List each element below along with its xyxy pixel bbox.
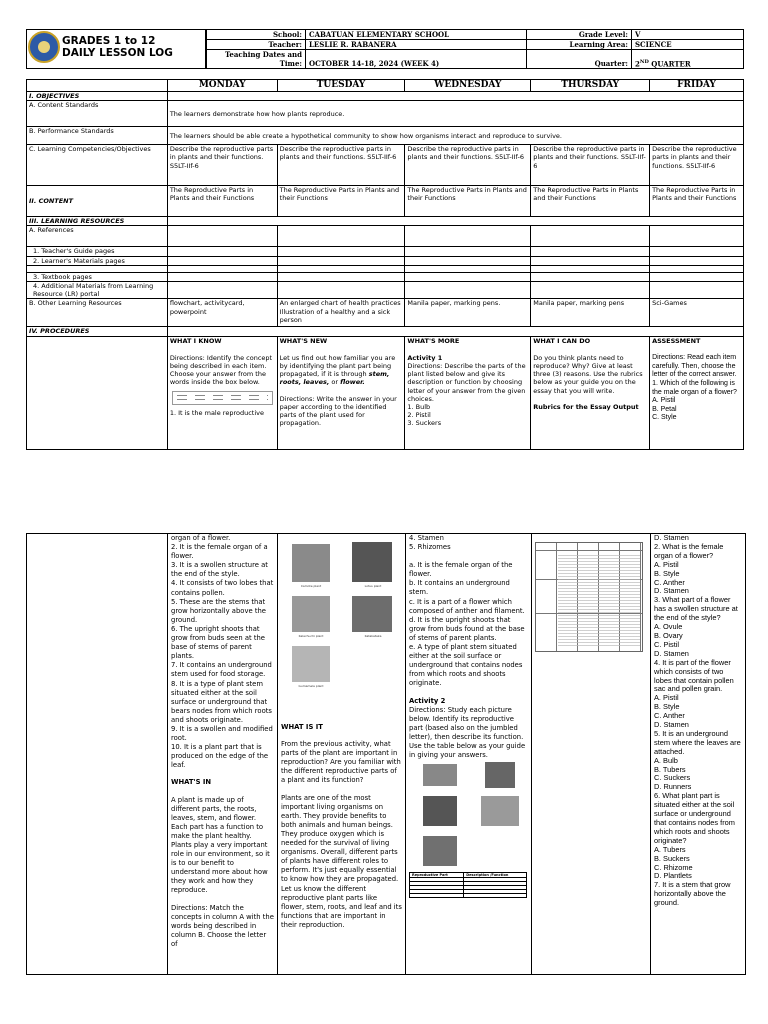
content-monday: The Reproductive Parts in Plants and their Functions <box>167 186 277 217</box>
procedure-wednesday <box>405 336 531 449</box>
procedure-thursday <box>531 336 650 449</box>
activity-1-item: 5. Rhizomes <box>409 543 451 552</box>
content-friday: The Reproductive Parts in Plants and their Functions <box>650 186 744 217</box>
day-thursday: THURSDAY <box>531 80 650 92</box>
whats-new-text: Let us find out how familiar you are by identifying the plant part being propagated, if it is through stem, roots, leaves, or flower. <box>279 353 396 387</box>
page2-label-column <box>27 534 168 974</box>
assessment-line: C. Pistil <box>654 639 680 649</box>
quarter-value: 2ND QUARTER <box>632 50 744 69</box>
assessment-line: A. Pistil <box>654 559 679 569</box>
procedure-tuesday <box>277 336 405 449</box>
assessment-line: B. Suckers <box>654 853 690 863</box>
assessment-line: B. Ovary <box>654 630 683 640</box>
activity-2-picture-1 <box>423 764 457 786</box>
assessment-line: A. Ovule <box>654 622 683 632</box>
header-info-table <box>206 29 744 69</box>
content-label: II. CONTENT <box>27 186 168 217</box>
activity-1-item: 1. Bulb <box>407 403 431 412</box>
assessment-line: B. Style <box>654 702 680 712</box>
assessment-line: 6. What plant part is situated either at the soil surface or underground that contains nodes from which roots and shoots originate? <box>654 791 735 845</box>
what-i-can-do-text: Do you think plants need to reproduce? Why? Give at least three (3) reasons. Use the rubrics below as your guide you on the essay that you will write. <box>533 353 643 395</box>
teacher-label: Teacher: <box>207 40 306 50</box>
page2-wednesday <box>406 534 532 974</box>
assessment-line: D. Stamen <box>654 534 689 542</box>
assessment-line: D. Stamen <box>654 586 689 596</box>
whats-new-directions: Directions: Write the answer in your paper according to the identified parts of the plant used for propagation. <box>279 394 397 428</box>
activity-1-item: 2. Pistil <box>407 411 431 420</box>
gumamela-plant-image <box>292 646 330 682</box>
competency-wednesday: Describe the reproductive parts in plants and their functions. S5LT-IIf-6 <box>405 145 531 186</box>
resources-label: III. LEARNING RESOURCES <box>27 217 168 226</box>
competencies-label: C. Learning Competencies/Objectives <box>27 145 168 186</box>
page2-tuesday <box>278 534 406 974</box>
content-standards-value: The learners demonstrate how how plants reproduce. <box>167 101 743 127</box>
grade-label: Grade Level: <box>527 30 632 40</box>
learners-materials-label: 2. Learner's Materials pages <box>27 256 168 265</box>
what-is-it-text-1: From the previous activity, what parts of the plant are important in reproduction? Are you familiar with the different reproductive parts of a plant and its function? <box>281 740 401 785</box>
what-i-know-heading: WHAT I KNOW <box>169 336 222 345</box>
additional-materials-label: 4. Additional Materials from Learning Resource (LR) portal <box>27 282 168 299</box>
competency-thursday: Describe the reproductive parts in plants and their functions. S5LT-IIf-6 <box>531 145 650 186</box>
table-header: Reproductive Part <box>410 873 464 878</box>
table-header: Description /Function <box>464 873 527 878</box>
assessment-heading: ASSESSMENT <box>652 336 701 345</box>
corner-cell <box>27 80 168 92</box>
assessment-line: 5. It is an underground stem where the leaves are attached. <box>654 728 741 756</box>
content-standards-label: A. Content Standards <box>27 101 168 127</box>
what-is-it-text-2: Plants are one of the most important living organisms on earth. They provide benefits to both animals and human beings. They produce oxygen which is needed for the survival of living organisms. Overall, different parts of plants have different roles to perform. It's just equally essential to know how they are propagated. Let us know the different reproductive plant parts like flower, stem, roots, and leaf and its functions that are important in their reproduction. <box>281 793 402 929</box>
page2-friday <box>651 534 745 974</box>
content-tuesday: The Reproductive Parts in Plants and their Functions <box>277 186 405 217</box>
what-i-know-item: 9. It is a swollen and modified root. <box>171 724 273 743</box>
what-i-can-do-heading: WHAT I CAN DO <box>533 336 591 345</box>
performance-standards-label: B. Performance Standards <box>27 127 168 145</box>
activity-1-item: 4. Stamen <box>409 534 444 542</box>
whats-in-text: A plant is made up of different parts, the roots, leaves, stem, and flower. Each part has a function to make the plant healthy. Plants play a very important role in our environment, so it is to our benefit to understand more about how they work and how they reproduce. <box>171 795 270 895</box>
assessment-option: C. Style <box>652 414 677 422</box>
what-i-know-directions: Directions: Identify the concept being described in each item. Choose your answer from the words inside the box below. <box>169 353 273 387</box>
other-resources-label: B. Other Learning Resources <box>27 299 168 327</box>
activity-2-answer-table <box>409 872 527 898</box>
day-wednesday: WEDNESDAY <box>405 80 531 92</box>
word-box <box>172 391 273 405</box>
other-tuesday: An enlarged chart of health practices Illustration of a healthy and a sick person <box>277 299 405 327</box>
assessment-line: D. Plantlets <box>654 871 692 881</box>
dates-label-1: Teaching Dates and <box>224 50 302 59</box>
assessment-line: B. Tubers <box>654 764 686 774</box>
caption-lotus: Lotus plant <box>364 584 382 588</box>
textbook-label: 3. Textbook pages <box>27 272 168 281</box>
caption-gumamela: Gumamela plant <box>298 684 324 688</box>
page-2-table <box>26 533 746 975</box>
assessment-directions: Directions: Read each item carefully. Then, choose the letter of the correct answer. <box>652 354 737 379</box>
assessment-items <box>654 534 742 908</box>
assessment-line: D. Runners <box>654 782 692 792</box>
assessment-line: 4. It is part of the flower which consists of two lobes that contain pollen sac and pollen grain. <box>654 657 734 694</box>
what-i-know-item: 5. These are the stems that grow horizontally above the ground. <box>171 597 266 624</box>
assessment-line: 7. It is a stem that grow horizontally above the ground. <box>654 880 731 908</box>
assessment-q1: 1. Which of the following is the male organ of a flower? <box>652 380 737 396</box>
what-i-know-item: organ of a flower. <box>171 534 231 542</box>
quarter-label: Quarter: <box>527 50 632 69</box>
what-i-know-item: 4. It consists of two lobes that contains pollen. <box>171 579 274 597</box>
whats-more-heading: WHAT'S MORE <box>407 336 460 345</box>
activity-1-choices <box>409 561 528 688</box>
activity-2-picture-5 <box>423 836 457 866</box>
objectives-label: I. OBJECTIVES <box>27 92 168 101</box>
activity-1-choice: b. It contains an underground stem. <box>409 579 510 597</box>
area-label: Learning Area: <box>527 40 632 50</box>
assessment-line: C. Anther <box>654 577 685 587</box>
competency-monday: Describe the reproductive parts in plants and their functions. S5LT-IIf-6 <box>167 145 277 186</box>
other-friday: Sci-Games <box>650 299 744 327</box>
what-i-know-items <box>171 534 274 770</box>
day-friday: FRIDAY <box>650 80 744 92</box>
activity-2-heading: Activity 2 <box>409 696 446 705</box>
activity-1-heading: Activity 1 <box>407 353 443 362</box>
assessment-option: B. Petal <box>652 405 677 413</box>
caption-katakataka: Katakataka <box>364 634 382 638</box>
content-thursday: The Reproductive Parts in Plants and their Functions <box>531 186 650 217</box>
competency-friday: Describe the reproductive parts in plants and their functions. S5LT-IIf-6 <box>650 145 744 186</box>
references-label: A. References <box>27 226 168 247</box>
camote-plant-image <box>292 544 330 582</box>
school-label: School: <box>207 30 306 40</box>
activity-2-picture-3 <box>423 796 457 826</box>
teachers-guide-label: 1. Teacher's Guide pages <box>27 247 168 256</box>
katakataka-image <box>352 596 392 632</box>
content-wednesday: The Reproductive Parts in Plants and their Functions <box>405 186 531 217</box>
teacher-value: LESLIE R. RABANERA <box>306 40 527 50</box>
other-monday: flowchart, activitycard, powerpoint <box>167 299 277 327</box>
activity-2-picture-4 <box>481 796 519 826</box>
assessment-line: A. Tubers <box>654 844 686 854</box>
what-i-know-item: 3. It is a swollen structure at the end of the style. <box>171 561 268 579</box>
assessment-line: C. Rhizome <box>654 862 693 872</box>
activity-1-choice: c. It is a part of a flower which composed of anther and filament. <box>409 597 525 615</box>
activity-1-choice: e. A type of plant stem situated either at the soil surface or underground that contains nodes from which roots and shoots originate. <box>409 643 523 688</box>
assessment-line: C. Suckers <box>654 773 691 783</box>
title-line2: DAILY LESSON LOG <box>62 47 173 59</box>
dates-label-2: Time: <box>279 59 302 68</box>
essay-rubric-table <box>535 542 643 652</box>
title-line1: GRADES 1 to 12 <box>62 35 156 47</box>
page2-monday <box>168 534 278 974</box>
assessment-line: D. Stamen <box>654 720 689 730</box>
day-tuesday: TUESDAY <box>277 80 405 92</box>
other-wednesday: Manila paper, marking pens. <box>405 299 531 327</box>
page2-thursday <box>532 534 651 974</box>
what-i-know-item: 2. It is the female organ of a flower. <box>171 543 268 561</box>
assessment-line: A. Bulb <box>654 755 678 765</box>
procedures-label: IV. PROCEDURES <box>27 327 168 336</box>
rubrics-heading: Rubrics for the Essay Output <box>533 402 639 411</box>
other-thursday: Manila paper, marking pens <box>531 299 650 327</box>
whats-in-heading: WHAT'S IN <box>171 778 212 787</box>
assessment-line: D. Stamen <box>654 648 689 658</box>
activity-1-directions: Directions: Describe the parts of the plant listed below and give its description or function by choosing letter of your answer from the given choices. <box>407 362 526 403</box>
caption-kalachuchi: Kalachuchi plant <box>298 634 324 638</box>
school-value: CABATUAN ELEMENTARY SCHOOL <box>306 30 527 40</box>
kalachuchi-plant-image <box>292 596 330 632</box>
assessment-line: 2. What is the female organ of a flower? <box>654 541 724 560</box>
activity-1-choice: a. It is the female organ of the flower. <box>409 561 513 579</box>
caption-camote: Camote plant <box>300 584 322 588</box>
assessment-line: B. Style <box>654 568 680 578</box>
deped-seal-icon <box>28 31 60 63</box>
what-i-know-item: 8. It is a type of plant stem situated either at the soil surface or underground that bears nodes from which roots and shoots originate. <box>171 679 272 724</box>
assessment-line: C. Anther <box>654 711 685 721</box>
activity-2-picture-2 <box>485 762 515 788</box>
what-i-know-item-1: 1. It is the male reproductive <box>169 408 264 417</box>
assessment-line: 3. What part of a flower has a swollen structure at the end of the style? <box>654 595 738 623</box>
activity-1-item: 3. Suckers <box>407 419 442 428</box>
assessment-line: A. Pistil <box>654 693 679 703</box>
what-i-know-item: 6. The upright shoots that grow from buds seen at the base of stems of parent plants. <box>171 624 265 661</box>
whats-in-directions: Directions: Match the concepts in column A with the words being described in column B. Choose the letter of <box>171 903 274 948</box>
day-monday: MONDAY <box>167 80 277 92</box>
activity-2-directions: Directions: Study each picture below. Identify its reproductive part (based also on the jumbled letter), then describe its function. Use the table below as your guide in giving your answers. <box>409 705 526 760</box>
procedure-monday <box>167 336 277 449</box>
activity-1-choice: d. It is the upright shoots that grow from buds found at the base of stems of parent plants. <box>409 615 525 642</box>
whats-new-heading: WHAT'S NEW <box>279 336 328 345</box>
performance-standards-value: The learners should be able create a hypothetical community to show how organisms interact and reproduce to survive. <box>167 127 743 145</box>
competency-tuesday: Describe the reproductive parts in plants and their functions. S5LT-IIf-6 <box>277 145 405 186</box>
lotus-plant-image <box>352 542 392 582</box>
area-value: SCIENCE <box>632 40 744 50</box>
dates-value: OCTOBER 14-18, 2024 (WEEK 4) <box>306 50 527 69</box>
assessment-option: A. Pistil <box>652 397 676 405</box>
grade-value: V <box>632 30 744 40</box>
procedure-friday <box>650 336 744 449</box>
what-i-know-item: 10. It is a plant part that is produced on the edge of the leaf. <box>171 743 269 770</box>
lesson-log-table <box>26 79 744 450</box>
what-i-know-item: 7. It contains an underground stem used for food storage. <box>171 661 272 679</box>
what-is-it-heading: WHAT IS IT <box>281 723 323 731</box>
